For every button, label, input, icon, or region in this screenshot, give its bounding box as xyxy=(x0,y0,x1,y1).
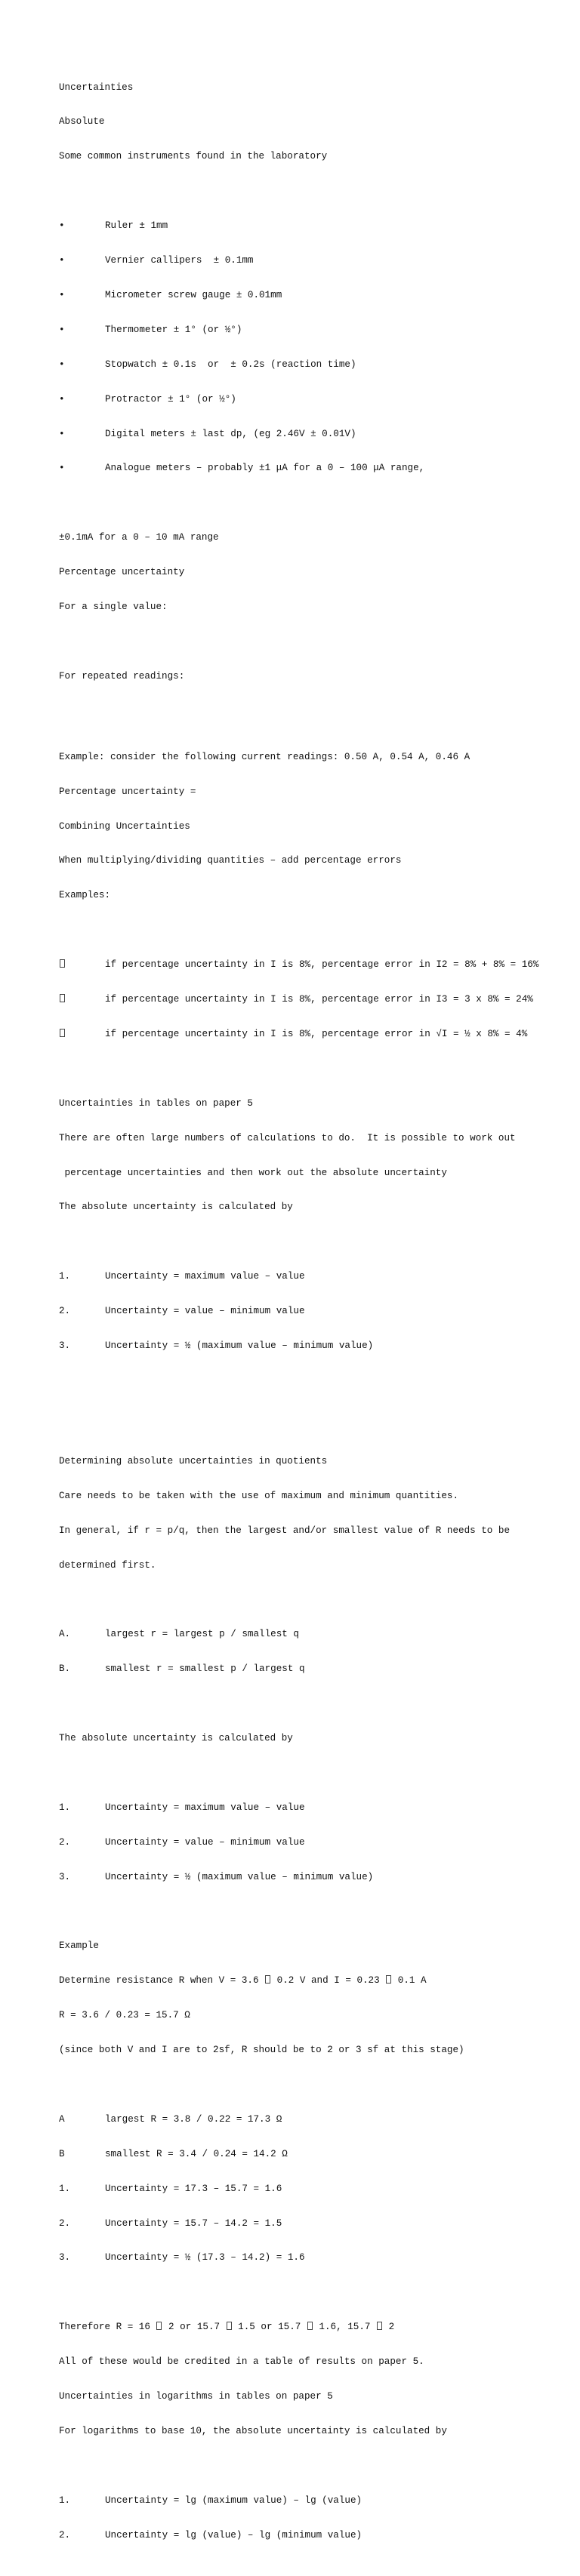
percentage-uncertainty-formula: Percentage uncertainty = xyxy=(59,786,196,797)
abs-uncertainty-intro: The absolute uncertainty is calculated by xyxy=(59,1733,293,1744)
instrument-list xyxy=(59,198,572,498)
missing-glyph-icon xyxy=(227,2322,232,2330)
list-item: • Stopwatch ± 0.1s or ± 0.2s (reaction time) xyxy=(59,359,356,370)
list-item: 3. Uncertainty = ½ (maximum value – minimum value) xyxy=(59,1340,374,1351)
therefore-line: Therefore R = 16 2 or 15.7 1.5 or 15.7 1.6, 15.7 2 xyxy=(59,2322,395,2333)
list-item: if percentage uncertainty in I is 8%, percentage error in I2 = 8% + 8% = 16% xyxy=(59,959,572,971)
combine-example-list xyxy=(59,937,572,1063)
bullet-icon: • xyxy=(59,463,65,474)
list-item: • Protractor ± 1° (or ½°) xyxy=(59,393,236,405)
list-item: 3. Uncertainty = ½ (17.3 – 14.2) = 1.6 xyxy=(59,2252,305,2264)
heading-logarithms: Uncertainties in logarithms in tables on paper 5 xyxy=(59,2390,333,2402)
list-item: 2. Uncertainty = value – minimum value xyxy=(59,1306,305,1317)
abs-uncertainty-intro: The absolute uncertainty is calculated by xyxy=(59,1202,293,1213)
single-value-label: For a single value: xyxy=(59,601,168,612)
repeated-readings-label: For repeated readings: xyxy=(59,670,185,682)
list-item: 2. Uncertainty = lg (value) – lg (minimum value) xyxy=(59,2529,362,2541)
paragraph-line: Care needs to be taken with the use of maximum and minimum quantities. xyxy=(59,1490,459,1501)
instruments-intro: Some common instruments found in the laboratory xyxy=(59,151,328,162)
example-current-readings: Example: consider the following current readings: 0.50 A, 0.54 A, 0.46 A xyxy=(59,751,470,762)
list-item: A largest R = 3.8 / 0.22 = 17.3 Ω xyxy=(59,2113,282,2125)
heading-quotients: Determining absolute uncertainties in quotients xyxy=(59,1455,328,1467)
largest-smallest-list xyxy=(59,1606,572,1698)
missing-glyph-icon xyxy=(60,1029,65,1037)
list-item: 2. Uncertainty = value – minimum value xyxy=(59,1836,305,1848)
bullet-icon: • xyxy=(59,359,65,370)
bullet-icon: • xyxy=(59,289,65,300)
list-item: if percentage uncertainty in I is 8%, percentage error in √I = ½ x 8% = 4% xyxy=(59,1029,572,1040)
list-item: • Analogue meters – probably ±1 μA for a 0 – 100 μA range, xyxy=(59,463,425,474)
list-item: if percentage uncertainty in I is 8%, percentage error in I3 = 3 x 8% = 24% xyxy=(59,994,572,1005)
list-item: • Ruler ± 1mm xyxy=(59,220,168,232)
heading-combining-uncertainties: Combining Uncertainties xyxy=(59,820,190,832)
list-item: B smallest R = 3.4 / 0.24 = 14.2 Ω xyxy=(59,2148,288,2159)
list-item: 3. Uncertainty = ½ (maximum value – minimum value) xyxy=(59,1871,374,1882)
list-item: 1. Uncertainty = 17.3 – 15.7 = 1.6 xyxy=(59,2183,282,2194)
bullet-icon: • xyxy=(59,428,65,439)
paragraph-line: There are often large numbers of calculations to do. It is possible to work out xyxy=(59,1132,516,1143)
list-item: • Vernier callipers ± 0.1mm xyxy=(59,255,254,266)
bullet-icon: • xyxy=(59,324,65,335)
heading-tables-paper5: Uncertainties in tables on paper 5 xyxy=(59,1097,253,1109)
calculation-list xyxy=(59,2091,572,2287)
credited-note: All of these would be credited in a table of results on paper 5. xyxy=(59,2356,424,2368)
spacer xyxy=(59,636,572,648)
sig-fig-note: (since both V and I are to 2sf, R should be to 2 or 3 sf at this stage) xyxy=(59,2045,464,2056)
log-uncertainty-list xyxy=(59,2472,572,2564)
paragraph-line: determined first. xyxy=(59,1559,156,1571)
missing-glyph-icon xyxy=(60,959,65,968)
list-item: 1. Uncertainty = maximum value – value xyxy=(59,1271,305,1282)
missing-glyph-icon xyxy=(377,2322,382,2330)
heading-uncertainties: Uncertainties xyxy=(59,82,134,93)
spacer xyxy=(59,706,572,729)
heading-percentage-uncertainty: Percentage uncertainty xyxy=(59,567,185,578)
heading-absolute: Absolute xyxy=(59,116,105,128)
abs-uncertainty-list xyxy=(59,1248,572,1375)
log-intro: For logarithms to base 10, the absolute uncertainty is calculated by xyxy=(59,2425,447,2436)
resistance-question: Determine resistance R when V = 3.6 0.2 V and I = 0.23 0.1 A xyxy=(59,1975,427,1987)
list-item: • Digital meters ± last dp, (eg 2.46V ± 0.01V) xyxy=(59,428,356,439)
resistance-calc: R = 3.6 / 0.23 = 15.7 Ω xyxy=(59,2010,190,2021)
list-item: 1. Uncertainty = lg (maximum value) – lg (value) xyxy=(59,2494,362,2506)
bullet-icon: • xyxy=(59,393,65,405)
abs-uncertainty-list xyxy=(59,1779,572,1906)
missing-glyph-icon xyxy=(307,2322,313,2330)
multiplying-rule: When multiplying/dividing quantities – add percentage errors xyxy=(59,855,402,866)
missing-glyph-icon xyxy=(60,994,65,1002)
document-page xyxy=(59,59,572,2576)
list-item: 1. Uncertainty = maximum value – value xyxy=(59,1802,305,1813)
list-item: B. smallest r = smallest p / largest q xyxy=(59,1663,305,1675)
list-item: A. largest r = largest p / smallest q xyxy=(59,1629,299,1640)
paragraph-line: In general, if r = p/q, then the largest and/or smallest value of R needs to be xyxy=(59,1525,511,1536)
analogue-range-line: ±0.1mA for a 0 – 10 mA range xyxy=(59,532,219,543)
list-item: • Micrometer screw gauge ± 0.01mm xyxy=(59,289,282,300)
paragraph-line: percentage uncertainties and then work out the absolute uncertainty xyxy=(59,1167,447,1178)
list-item: 2. Uncertainty = 15.7 – 14.2 = 1.5 xyxy=(59,2217,282,2229)
missing-glyph-icon xyxy=(386,1975,391,1984)
missing-glyph-icon xyxy=(265,1975,270,1984)
examples-label: Examples: xyxy=(59,890,111,901)
bullet-icon: • xyxy=(59,255,65,266)
spacer xyxy=(59,1410,572,1433)
bullet-icon: • xyxy=(59,220,65,232)
missing-glyph-icon xyxy=(156,2322,162,2330)
example-label: Example xyxy=(59,1940,99,1952)
list-item: • Thermometer ± 1° (or ½°) xyxy=(59,324,242,335)
